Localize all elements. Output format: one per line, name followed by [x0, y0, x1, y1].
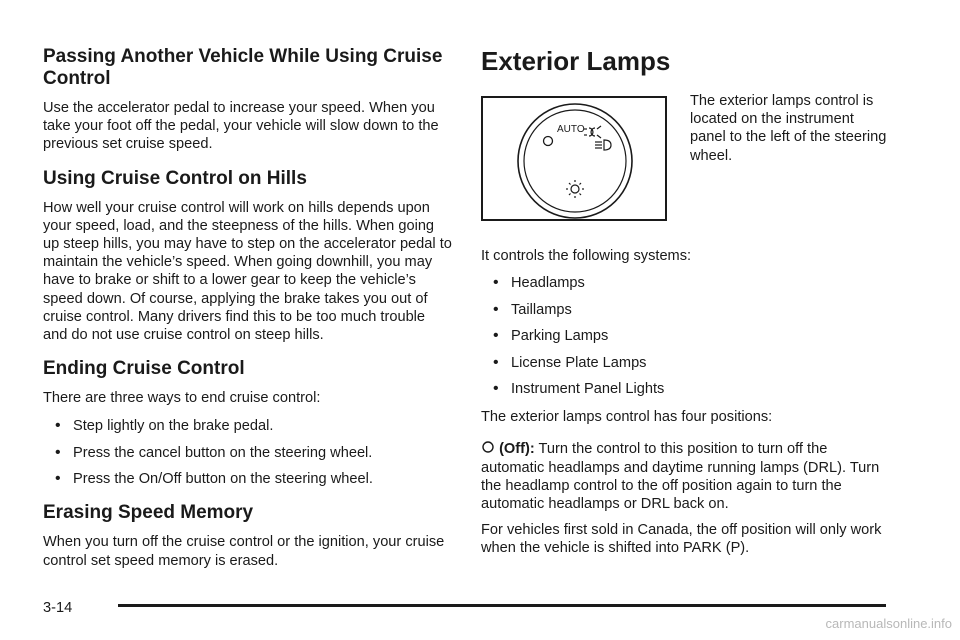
auto-label: AUTO [557, 124, 585, 135]
bullet-icon: • [493, 380, 499, 398]
bullet-icon: • [55, 470, 61, 488]
bullet-icon: • [493, 327, 499, 345]
para-erasing: When you turn off the cruise control or the ignition, your cruise control set speed memory is erased. [43, 534, 445, 569]
lamp-control-knob-icon [483, 98, 665, 219]
off-label: (Off): [499, 441, 535, 458]
off-circle-icon [481, 440, 495, 454]
figure-caption: The exterior lamps control is located on the instrument panel to the left of the steering wheel. [690, 93, 887, 164]
para-canada: For vehicles first sold in Canada, the off position will only work when the vehicle is shifted into PARK (P). [481, 522, 882, 557]
left-column [43, 46, 453, 580]
para-hills: How well your cruise control will work on hills depends upon your speed, load, and the steepness of the hills. When going up steep hills, you may have to step on the accelerator pedal to maintain the vehicle’s speed. When going downhill, you may have to brake or shift to a lower gear to keep the vehicle’s speed down. Of course, applying the brake takes you out of cruise control. Many drivers find this to be too much trouble and do not use cruise control on steep hills. [43, 199, 452, 344]
page-title: Exterior Lamps [481, 46, 671, 76]
off-text: Turn the control to this position to turn off the automatic headlamps and daytime running lamps (DRL). Turn the headlamp control to the off position again to turn the automatic headlamps or DRL back on. [481, 441, 880, 513]
list-item: • Press the cancel button on the steering wheel. [55, 443, 373, 461]
bullet-icon: • [493, 353, 499, 371]
page-number: 3-14 [43, 600, 73, 616]
list-item: • Taillamps [493, 300, 572, 318]
list-item: • Press the On/Off button on the steering wheel. [55, 470, 373, 488]
list-item: • License Plate Lamps [493, 353, 647, 371]
parking-lamp-icon [584, 126, 601, 138]
bullet-icon: • [55, 417, 61, 435]
ending-list [43, 417, 453, 488]
interior-lights-icon [566, 180, 584, 198]
headlamp-icon [595, 140, 611, 150]
para-ending: There are three ways to end cruise control: [43, 390, 321, 407]
heading-ending: Ending Cruise Control [43, 358, 245, 380]
para-controls: It controls the following systems: [481, 248, 692, 264]
off-position-description [481, 440, 893, 513]
para-positions: The exterior lamps control has four positions: [481, 409, 773, 426]
heading-passing: Passing Another Vehicle While Using Cruise Control [43, 46, 443, 89]
watermark: carmanualsonline.info [825, 616, 952, 631]
heading-erasing: Erasing Speed Memory [43, 502, 254, 524]
off-position-icon [544, 137, 553, 146]
list-item: • Headlamps [493, 274, 585, 292]
list-item: • Step lightly on the brake pedal. [55, 417, 274, 435]
para-passing: Use the accelerator pedal to increase your speed. When you take your foot off the pedal, your vehicle will slow down to the previous set cruise speed. [43, 100, 439, 153]
systems-list [481, 274, 893, 398]
footer-rule [118, 604, 886, 607]
bullet-icon: • [493, 274, 499, 292]
bullet-icon: • [493, 300, 499, 318]
list-item: • Parking Lamps [493, 327, 609, 345]
bullet-icon: • [55, 443, 61, 461]
lamps-details [481, 247, 893, 568]
exterior-lamps-figure [481, 96, 667, 221]
list-item: • Instrument Panel Lights [493, 380, 665, 398]
right-column [481, 46, 893, 557]
heading-hills: Using Cruise Control on Hills [43, 167, 307, 189]
